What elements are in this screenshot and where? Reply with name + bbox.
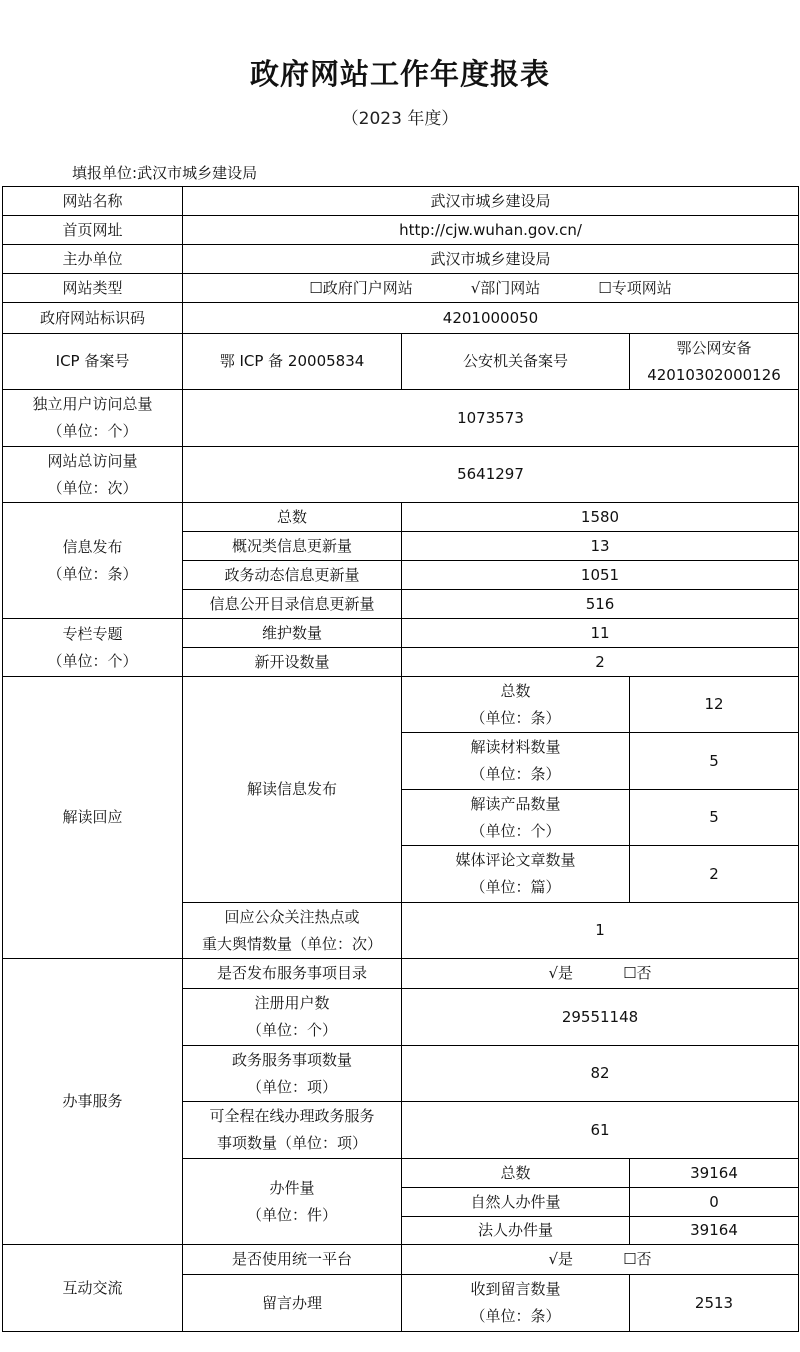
column-new-label: 新开设数量 [183,648,402,677]
interpret-product-line1: 解读产品数量 [470,794,561,813]
interpret-respond-value: 1 [402,903,799,959]
info-news-value: 1051 [402,561,799,590]
interact-received-label [402,1275,630,1332]
service-users-label [183,989,402,1046]
column-label [3,619,183,677]
service-catalog-label: 是否发布服务事项目录 [183,959,402,989]
interpret-respond-line1: 回应公众关注热点或 [224,907,360,926]
service-online-label [183,1102,402,1159]
table-row [3,216,799,245]
service-online-line1: 可全程在线办理政务服务 [209,1107,375,1125]
uv-label-line1: 独立用户访问总量 [32,395,153,413]
report-table [2,186,799,1332]
site-type-option-special: ☐专项网站 [598,278,672,297]
column-maintain-label: 维护数量 [183,619,402,648]
service-items-line2: （单位：项） [246,1077,337,1096]
interpret-media-value: 2 [630,846,799,903]
icp-value: 鄂 ICP 备 20005834 [183,334,402,390]
interact-message-label: 留言办理 [183,1275,402,1332]
info-label-line1: 信息发布 [62,537,123,556]
icp-label: ICP 备案号 [3,334,183,390]
column-maintain-value: 11 [402,619,799,648]
service-users-line1: 注册用户数 [254,994,330,1012]
service-items-line1: 政务服务事项数量 [231,1050,352,1069]
interact-received-line2: （单位：条） [470,1307,561,1325]
table-row [3,187,799,216]
column-new-value: 2 [402,648,799,677]
info-total-value: 1580 [402,503,799,532]
info-news-label: 政务动态信息更新量 [183,561,402,590]
site-type-label: 网站类型 [3,274,183,303]
interpret-total-line2: （单位：条） [470,708,561,727]
site-code-value: 4201000050 [183,303,799,334]
homepage-value: http://cjw.wuhan.gov.cn/ [183,216,799,245]
pv-label [3,447,183,503]
service-handle-line1: 办件量 [269,1178,315,1197]
table-row [3,447,799,503]
police-record-line1: 鄂公网安备 [676,338,752,357]
police-record-value [630,334,799,390]
service-items-label [183,1046,402,1102]
service-items-value: 82 [402,1046,799,1102]
service-natural-label: 自然人办件量 [402,1188,630,1217]
uv-value: 1073573 [183,390,799,447]
service-handle-label [183,1159,402,1245]
site-name-label: 网站名称 [3,187,183,216]
interact-received-value: 2513 [630,1275,799,1332]
table-row [3,303,799,334]
interpret-product-value: 5 [630,790,799,846]
uv-label-line2: （单位：个） [47,422,138,440]
homepage-label: 首页网址 [3,216,183,245]
interpret-material-label [402,733,630,790]
interpret-sub-label: 解读信息发布 [183,677,402,903]
site-type-option-department: √部门网站 [470,278,541,297]
interpret-total-line1: 总数 [500,681,531,700]
site-type-options [183,274,799,303]
site-type-option-portal: ☐政府门户网站 [309,278,413,297]
interact-platform-no: ☐否 [623,1250,652,1268]
interpret-media-line1: 媒体评论文章数量 [455,851,576,869]
interact-received-line1: 收到留言数量 [470,1280,561,1298]
column-label-line2: （单位：个） [47,651,138,670]
service-legal-label: 法人办件量 [402,1217,630,1245]
filler-unit [72,162,257,183]
info-overview-label: 概况类信息更新量 [183,532,402,561]
interpret-media-label [402,846,630,903]
service-catalog-no: ☐否 [623,964,652,982]
interpret-total-value: 12 [630,677,799,733]
service-label: 办事服务 [3,959,183,1245]
interpret-product-label [402,790,630,846]
page-subtitle: （2023 年度） [341,109,459,129]
site-code-label: 政府网站标识码 [3,303,183,334]
info-catalog-label: 信息公开目录信息更新量 [183,590,402,619]
service-handle-total-value: 39164 [630,1159,799,1188]
table-row [3,245,799,274]
service-online-line2: 事项数量（单位：项） [216,1134,367,1152]
sponsor-value: 武汉市城乡建设局 [183,245,799,274]
interact-label: 互动交流 [3,1245,183,1332]
column-label-line1: 专栏专题 [62,624,123,643]
interpret-label: 解读回应 [3,677,183,959]
uv-label [3,390,183,447]
interpret-respond-label [183,903,402,959]
sponsor-label: 主办单位 [3,245,183,274]
info-overview-value: 13 [402,532,799,561]
police-record-label: 公安机关备案号 [402,334,630,390]
interpret-material-value: 5 [630,733,799,790]
info-total-label: 总数 [183,503,402,532]
pv-label-line2: （单位：次） [47,478,138,497]
interpret-respond-line2: 重大舆情数量（单位：次） [201,934,382,953]
interpret-product-line2: （单位：个） [470,821,561,840]
table-row [3,334,799,390]
filler-value: 武汉市城乡建设局 [137,164,258,182]
table-row [3,619,799,648]
table-row [3,390,799,447]
interpret-material-line2: （单位：条） [470,765,561,783]
table-row [3,1245,799,1275]
site-name-value: 武汉市城乡建设局 [183,187,799,216]
interact-platform-value [402,1245,799,1275]
table-row [3,503,799,532]
table-row [3,959,799,989]
pv-label-line1: 网站总访问量 [47,451,138,470]
police-record-line2: 42010302000126 [647,365,781,384]
info-label-line2: （单位：条） [47,564,138,583]
page-title: 政府网站工作年度报表 [249,57,550,91]
interpret-total-label [402,677,630,733]
service-users-line2: （单位：个） [246,1021,337,1039]
interact-platform-label: 是否使用统一平台 [183,1245,402,1275]
interpret-media-line2: （单位：篇） [470,878,561,896]
pv-value: 5641297 [183,447,799,503]
service-handle-line2: （单位：件） [246,1205,337,1224]
filler-label: 填报单位: [72,164,138,182]
service-catalog-yes: √是 [548,964,574,982]
info-catalog-value: 516 [402,590,799,619]
info-publish-label [3,503,183,619]
service-users-value: 29551148 [402,989,799,1046]
interact-platform-yes: √是 [548,1250,574,1268]
service-legal-value: 39164 [630,1217,799,1245]
interpret-material-line1: 解读材料数量 [470,738,561,756]
service-catalog-value [402,959,799,989]
table-row [3,677,799,733]
table-row [3,274,799,303]
service-online-value: 61 [402,1102,799,1159]
service-handle-total-label: 总数 [402,1159,630,1188]
service-natural-value: 0 [630,1188,799,1217]
